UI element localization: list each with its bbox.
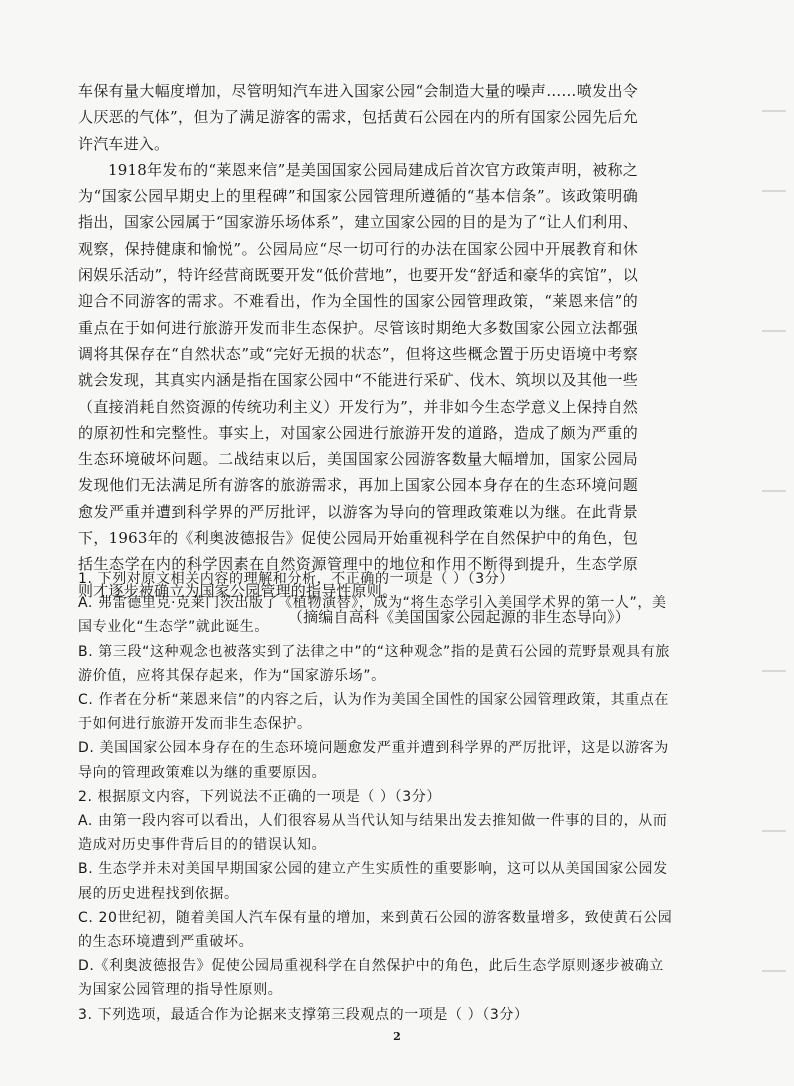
- passage-paragraph-1: 车保有量大幅度增加，尽管明知汽车进入国家公园“会制造大量的噪声……喷发出令人厌恶的气体”，但为了满足游客的需求，包括黄石公园在内的所有国家公园先后允许汽车进入。: [78, 82, 638, 153]
- passage-source: （摘编自高科《美国国家公园起源的非生态导向》）: [287, 607, 630, 626]
- question-2-option-a: A. 由第一段内容可以看出，人们很容易从当代认知与结果出发去推知做一件事的目的，从而造成对历史事件背后目的的错误认知。: [78, 813, 668, 854]
- question-2-stem: 2. 根据原文内容，下列说法不正确的一项是（ ）（3分）: [78, 788, 441, 805]
- question-1-option-b: B. 第三段“这种观念也被落实到了法律之中”的“这种观念”指的是黄石公园的荒野景观具有旅游价值，应将其保存起来，作为“国家游乐场”。: [78, 643, 670, 684]
- question-3-stem: 3. 下列选项，最适合作为论据来支撑第三段观点的一项是（ ）（3分）: [78, 1006, 529, 1023]
- scan-edge-marks: [734, 70, 794, 1050]
- question-2-option-c: C. 20世纪初，随着美国人汽车保有量的增加，来到黄石公园的游客数量增多，致使黄石公园的生态环境遭到严重破坏。: [78, 909, 673, 951]
- passage-paragraph-2: 1918年发布的“莱恩来信”是美国国家公园局建成后首次官方政策声明，被称之为“国家公园早期史上的里程碑”和国家公园管理所遵循的“基本信条”。该政策明确指出，国家公园属于“国家游乐场体系”，建立国家公园的目的是为了“让人们利用、观察，保持健康和愉悦”。公园局应“尽一切可行的办法在国家公园中开展教育和休闲娱乐活动”，特许经营商既要开发“低价营地”，也要开发“舒适和豪华的宾馆”，以迎合不同游客的需求。不难看出，作为全国性的国家公园管理政策，“莱恩来信”的重点在于如何进行旅游开发而非生态保护。尽管该时期绝大多数国家公园立法都强调将其保存在“自然状态”或“完好无损的状态”，但将这些概念置于历史语境中考察就会发现，其真实内涵是指在国家公园中“不能进行采矿、伐木、筑坝以及其他一些（直接消耗自然资源的传统功利主义）开发行为”，并非如今生态学意义上保持自然的原初性和完整性。事实上，对国家公园进行旅游开发的道路，造成了颇为严重的生态环境破坏问题。二战结束以后，美国国家公园游客数量大幅增加，国家公园局发现他们无法满足所有游客的旅游需求，再加上国家公园本身存在的生态环境问题愈发严重并遭到科学界的严厉批评，以游客为导向的管理政策难以为继。在此背景下，1963年的《利奥波德报告》促使公园局开始重视科学在自然保护中的角色，包括生态学在内的科学因素在自然资源管理中的地位和作用不断得到提升，生态学原则才逐步被确立为国家公园管理的指导性原则。: [78, 160, 638, 600]
- question-2-option-b: B. 生态学并未对美国早期国家公园的建立产生实质性的重要影响，这可以从美国国家公园发展的历史进程找到依据。: [78, 861, 668, 902]
- question-1-option-c: C. 作者在分析“莱恩来信”的内容之后，认为作为美国全国性的国家公园管理政策，其重点在于如何进行旅游开发而非生态保护。: [78, 692, 669, 733]
- question-1-option-a: A. 弗雷德里克·克莱门茨出版了《植物演替》，成为“将生态学引入美国学术界的第一人”，美国专业化“生态学”就此诞生。: [78, 595, 667, 636]
- question-1-option-d: D. 美国国家公园本身存在的生态环境问题愈发严重并遭到科学界的严厉批评，这是以游客为导向的管理政策难以为继的重要原因。: [78, 740, 669, 781]
- question-list: [78, 567, 678, 1027]
- page-number: 2: [393, 1030, 401, 1043]
- reading-passage: [78, 78, 638, 630]
- question-2-option-d: D.《利奥波德报告》促使公园局重视科学在自然保护中的角色，此后生态学原则逐步被确立为国家公园管理的指导性原则。: [78, 958, 664, 999]
- question-1-stem: 1. 下列对原文相关内容的理解和分析，不正确的一项是（ ）（3分）: [78, 571, 514, 587]
